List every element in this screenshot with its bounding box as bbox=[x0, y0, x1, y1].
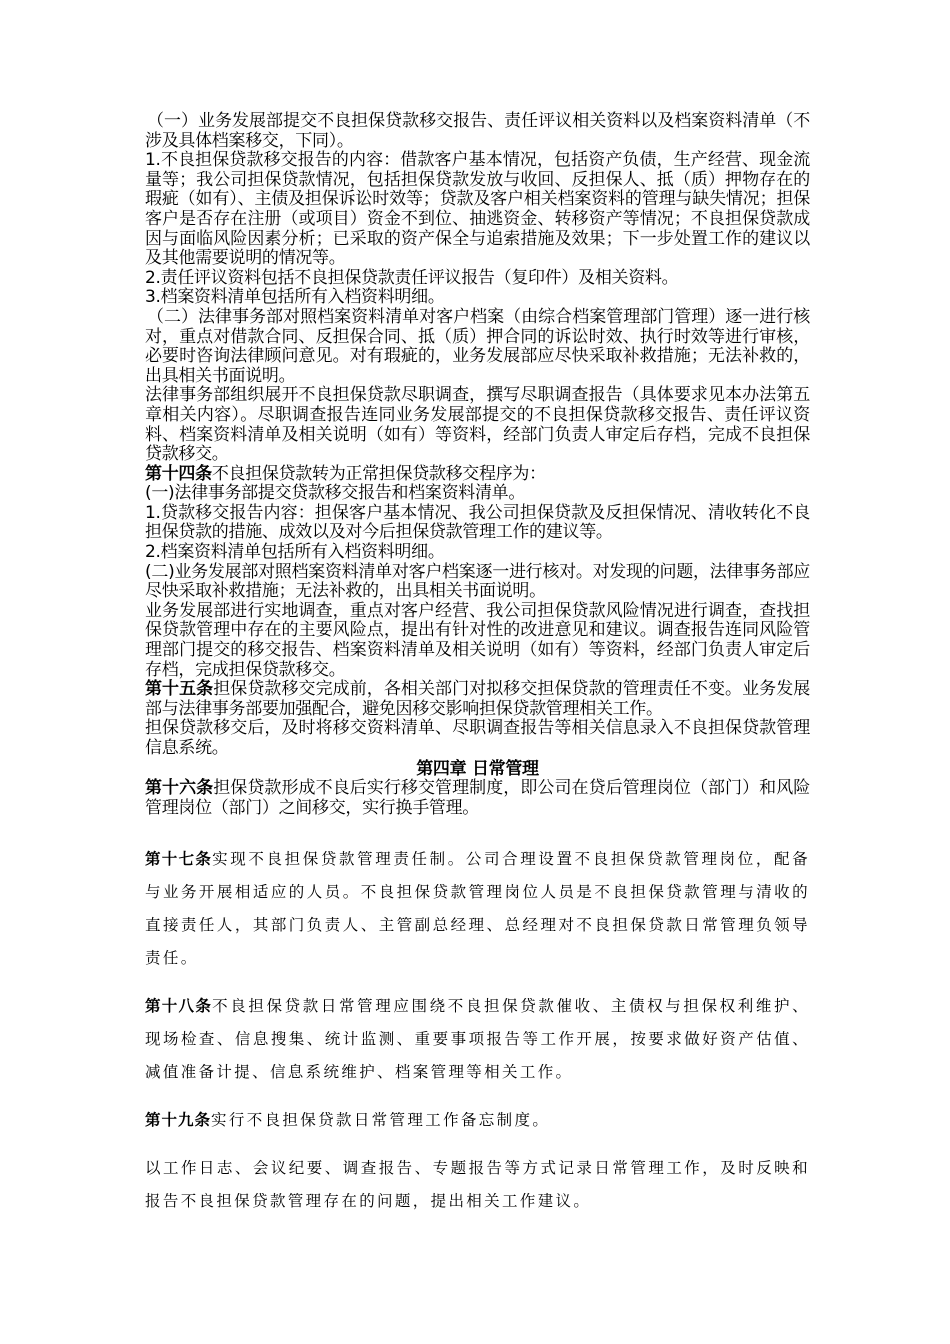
paragraph-10: 2.档案资料清单包括所有入档资料明细。 bbox=[145, 542, 445, 563]
article-15 bbox=[145, 680, 810, 719]
paragraph-3: 2.责任评议资料包括不良担保贷款责任评议报告（复印件）及相关资料。 bbox=[145, 267, 679, 288]
article-16 bbox=[145, 779, 810, 818]
paragraph-6: 法律事务部组织展开不良担保贷款尽职调查，撰写尽职调查报告（具体要求见本办法第五章相关内容）。尽职调查报告连同业务发展部提交的不良担保贷款移交报告、责任评议资料、档案资料清单及相关说明（如有）等资料，经部门负责人审定后存档，完成不良担保贷款移交。 bbox=[145, 385, 810, 465]
paragraph-1: （一）业务发展部提交不良担保贷款移交报告、责任评议相关资料以及档案资料清单（不涉及具体档案移交，下同）。 bbox=[145, 111, 810, 151]
article-18-label: 第十八条 bbox=[145, 997, 213, 1015]
article-18-text: 不良担保贷款日常管理应围绕不良担保贷款催收、主债权与担保权利维护、现场检查、信息搜集、统计监测、重要事项报告等工作开展，按要求做好资产估值、减值准备计提、信息系统维护、档案管理等相关工作。 bbox=[145, 997, 810, 1081]
paragraph-5: （二）法律事务部对照档案资料清单对客户档案（由综合档案管理部门管理）逐一进行核对，重点对借款合同、反担保合同、抵（质）押合同的诉讼时效、执行时效等进行审核，必要时咨询法律顾问意见。对有瑕疵的，业务发展部应尽快采取补救措施；无法补救的，出具相关书面说明。 bbox=[145, 306, 810, 386]
chapter-heading: 第四章 日常管理 bbox=[416, 758, 539, 779]
article-19-text: 实行不良担保贷款日常管理工作备忘制度。 bbox=[211, 1111, 551, 1129]
article-17-label: 第十七条 bbox=[145, 850, 213, 868]
paragraph-11: (二)业务发展部对照档案资料清单对客户档案逐一进行核对。对发现的问题，法律事务部应尽快采取补救措施；无法补救的，出具相关书面说明。 bbox=[145, 561, 810, 602]
article-14-text: 不良担保贷款转为正常担保贷款移交程序为： bbox=[211, 463, 546, 484]
paragraph-14: 担保贷款移交后，及时将移交资料清单、尽职调查报告等相关信息录入不良担保贷款管理信息系统。 bbox=[145, 718, 810, 758]
article-14 bbox=[145, 465, 810, 485]
paragraph-2: 1.不良担保贷款移交报告的内容：借款客户基本情况，包括资产负债，生产经营、现金流量等；我公司担保贷款情况，包括担保贷款发放与收回、反担保人、抵（质）押物存在的瑕疵（如有）、主债及担保诉讼时效等；贷款及客户相关档案资料的管理与缺失情况；担保客户是否存在注册（或项目）资金不到位、抽逃资金、转移资产等情况；不良担保贷款成因与面临风险因素分析；已采取的资产保全与追索措施及效果；下一步处置工作的建议以及其他需要说明的情况等。 bbox=[145, 150, 810, 269]
article-19 bbox=[145, 1104, 810, 1137]
paragraph-8: (一)法律事务部提交贷款移交报告和档案资料清单。 bbox=[145, 483, 526, 504]
article-15-text: 担保贷款移交完成前，各相关部门对拟移交担保贷款的管理责任不变。业务发展部与法律事务部要加强配合，避免因移交影响担保贷款管理相关工作。 bbox=[145, 679, 810, 719]
paragraph-4: 3.档案资料清单包括所有入档资料明细。 bbox=[145, 287, 445, 308]
article-16-text: 担保贷款形成不良后实行移交管理制度，即公司在贷后管理岗位（部门）和风险管理岗位（部门）之间移交，实行换手管理。 bbox=[145, 778, 810, 818]
paragraph-20: 以工作日志、会议纪要、调查报告、专题报告等方式记录日常管理工作，及时反映和报告不良担保贷款管理存在的问题，提出相关工作建议。 bbox=[145, 1159, 810, 1210]
article-17 bbox=[145, 843, 810, 975]
paragraph-9: 1.贷款移交报告内容：担保客户基本情况、我公司担保贷款及反担保情况、清收转化不良担保贷款的措施、成效以及对今后担保贷款管理工作的建议等。 bbox=[145, 502, 810, 543]
article-18 bbox=[145, 990, 810, 1089]
article-14-label: 第十四条 bbox=[145, 463, 212, 484]
article-19-label: 第十九条 bbox=[145, 1111, 212, 1129]
article-17-text: 实现不良担保贷款管理责任制。公司合理设置不良担保贷款管理岗位，配备与业务开展相适应的人员。不良担保贷款管理岗位人员是不良担保贷款管理与清收的直接责任人，其部门负责人、主管副总经理、总经理对不良担保贷款日常管理负领导责任。 bbox=[145, 850, 810, 967]
paragraph-12: 业务发展部进行实地调查，重点对客户经营、我公司担保贷款风险情况进行调查，查找担保贷款管理中存在的主要风险点，提出有针对性的改进意见和建议。调查报告连同风险管理部门提交的移交报告、档案资料清单及相关说明（如有）等资料，经部门负责人审定后存档，完成担保贷款移交。 bbox=[145, 600, 810, 680]
article-16-label: 第十六条 bbox=[145, 778, 214, 799]
loose-text-block bbox=[145, 843, 810, 1233]
article-15-label: 第十五条 bbox=[145, 679, 214, 700]
dense-text-block bbox=[145, 112, 810, 818]
